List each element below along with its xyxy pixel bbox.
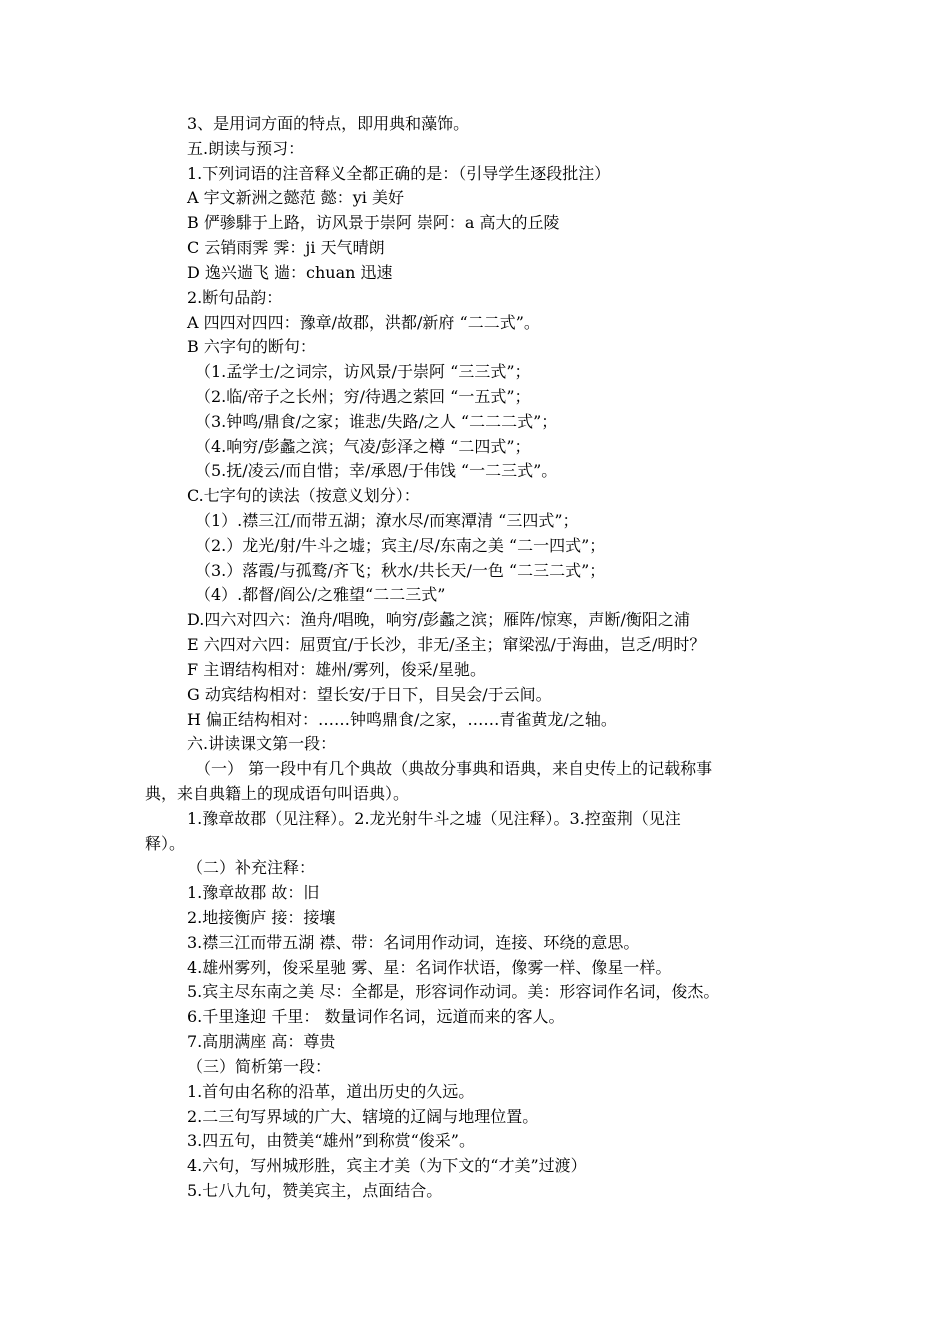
text-line: （3.）落霞/与孤鹜/齐飞；秋水/共长天/一色 “二三二式”； xyxy=(195,560,606,580)
note-line: 3.襟三江而带五湖 襟、带：名词用作动词，连接、环绕的意思。 xyxy=(187,932,640,952)
text-line: G 动宾结构相对：望长安/于日下，目吴会/于云间。 xyxy=(187,684,552,704)
note-line: 2.地接衡庐 接：接壤 xyxy=(187,908,336,927)
text-line: （3.钟鸣/鼎食/之家；谁悲/失路/之人 “二二二式”； xyxy=(195,411,558,431)
text-line: A 四四对四四：豫章/故郡，洪都/新府 “二二式”。 xyxy=(187,312,540,332)
paragraph-line: 释）。 xyxy=(145,833,186,853)
note-line: 5.宾主尽东南之美 尽：全都是，形容词作动词。美：形容词作名词，俊杰。 xyxy=(187,982,720,1002)
text-line: B 六字句的断句： xyxy=(187,337,316,357)
question-line: 2.断句品韵： xyxy=(187,287,283,307)
note-line: 6.千里逢迎 千里： 数量词作名词，远道而来的客人。 xyxy=(187,1007,565,1027)
note-line: 7.高朋满座 高：尊贵 xyxy=(187,1032,336,1052)
note-line: 1.豫章故郡 故：旧 xyxy=(187,883,320,903)
subsection-heading: （三）简析第一段： xyxy=(187,1056,332,1076)
option-line: D 逸兴遄飞 遄：chuan 迅速 xyxy=(187,262,393,282)
text-line: （1）.襟三江/而带五湖；潦水尽/而寒潭清 “三四式”； xyxy=(195,511,579,530)
text-line: D.四六对四六：渔舟/唱晚，响穷/彭蠡之滨；雁阵/惊寒，声断/衡阳之浦 xyxy=(187,610,690,630)
section-heading: 五.朗读与预习： xyxy=(187,138,305,158)
paragraph-line: 1.豫章故郡（见注释）。2.龙光射牛斗之墟（见注释）。3.控蛮荆（见注 xyxy=(187,808,681,828)
text-line: （4.响穷/彭蠡之滨；气凌/彭泽之樽 “二四式”； xyxy=(195,436,531,456)
text-line: （1.孟学士/之词宗，访风景/于崇阿 “三三式”； xyxy=(195,362,531,382)
text-line: （4）.都督/阎公/之雅望“二二三式” xyxy=(195,585,446,605)
note-line: 4.雄州雾列，俊采星驰 雾、星：名词作状语，像雾一样、像星一样。 xyxy=(187,957,672,977)
subsection-heading: （二）补充注释： xyxy=(187,858,316,878)
paragraph-line: （一） 第一段中有几个典故（典故分事典和语典，来自史传上的记载称事 xyxy=(195,759,713,779)
analysis-line: 4.六句，写州城形胜，宾主才美（为下文的“才美”过渡） xyxy=(187,1156,587,1176)
text-line: （2.）龙光/射/牛斗之墟；宾主/尽/东南之美 “二一四式”； xyxy=(195,535,606,555)
analysis-line: 3.四五句，由赞美“雄州”到称赏“俊采”。 xyxy=(187,1131,475,1151)
text-line: （2.临/帝子之长州；穷/待遇之萦回 “一五式”； xyxy=(195,386,531,406)
analysis-line: 5.七八九句，赞美宾主，点面结合。 xyxy=(187,1180,443,1200)
text-line: H 偏正结构相对：……钟鸣鼎食/之家，……青雀黄龙/之轴。 xyxy=(187,709,617,729)
text-line: E 六四对六四：屈贾宜/于长沙，非无/圣主；窜梁泓/于海曲，岂乏/明时？ xyxy=(187,635,706,655)
text-line: 3、是用词方面的特点，即用典和藻饰。 xyxy=(187,114,470,133)
option-line: C 云销雨霁 霁：ji 天气晴朗 xyxy=(187,238,385,258)
analysis-line: 1.首句由名称的沿革，道出历史的久远。 xyxy=(187,1081,475,1101)
text-line: F 主谓结构相对：雄州/雾列，俊采/星驰。 xyxy=(187,659,486,679)
text-line: C.七字句的读法（按意义划分）： xyxy=(187,486,420,506)
document-body xyxy=(145,112,815,1204)
paragraph-line: 典，来自典籍上的现成语句叫语典）。 xyxy=(145,783,410,803)
text-line: （5.抚/凌云/而自惜；幸/承恩/于伟饯 “一二三式”。 xyxy=(195,461,558,481)
analysis-line: 2.二三句写界域的广大、辖境的辽阔与地理位置。 xyxy=(187,1106,539,1126)
section-heading: 六.讲读课文第一段： xyxy=(187,734,337,754)
option-line: B 俨骖騑于上路，访风景于崇阿 崇阿：a 高大的丘陵 xyxy=(187,213,560,233)
option-line: A 宇文新洲之懿范 懿：yi 美好 xyxy=(187,188,404,208)
question-line: 1.下列词语的注音释义全都正确的是：（引导学生逐段批注） xyxy=(187,163,611,183)
